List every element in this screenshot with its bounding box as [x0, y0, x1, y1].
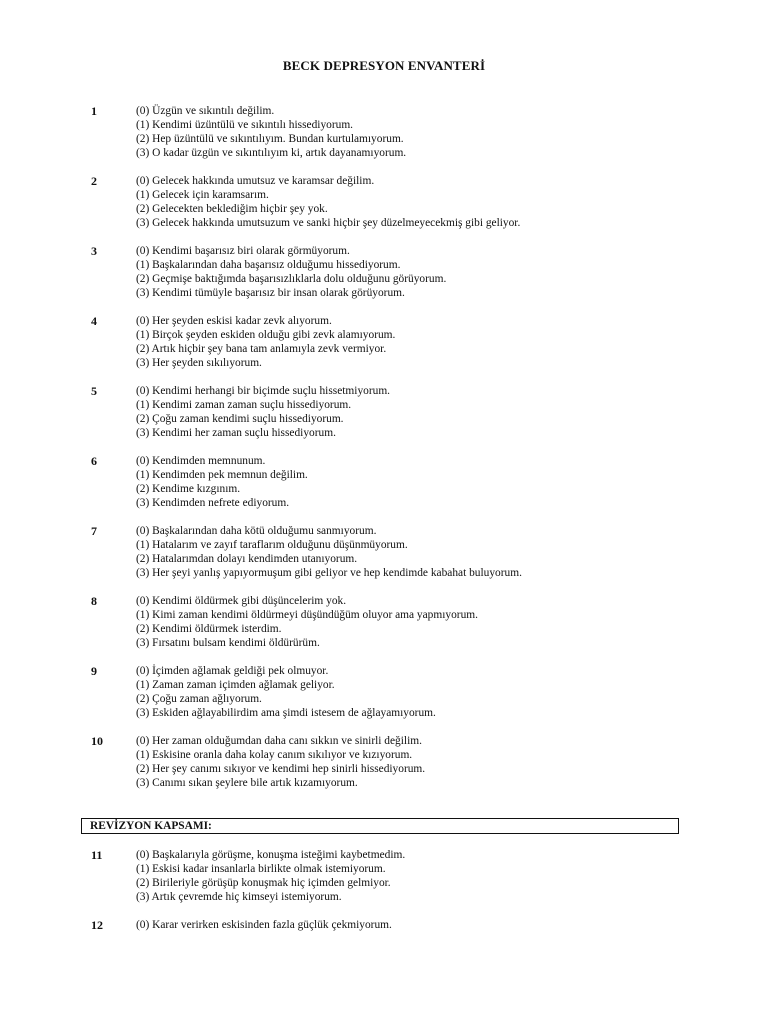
answer-option: (1) Birçok şeyden eskiden olduğu gibi zevk alamıyorum. — [136, 329, 396, 341]
option-list — [136, 848, 405, 904]
answer-option: (1) Eskisine oranla daha kolay canım sıkılıyor ve kızıyorum. — [136, 749, 413, 761]
question-number: 10 — [91, 734, 103, 748]
answer-option: (1) Başkalarından daha başarısız olduğumu hissediyorum. — [136, 259, 401, 271]
answer-option: (2) Birileriyle görüşüp konuşmak hiç içimden gelmiyor. — [136, 877, 391, 889]
answer-option: (3) Kendimi her zaman suçlu hissediyorum. — [136, 427, 336, 439]
option-list — [136, 244, 446, 300]
answer-option: (0) Kendimden memnunum. — [136, 455, 266, 467]
answer-option: (3) Eskiden ağlayabilirdim ama şimdi istesem de ağlayamıyorum. — [136, 707, 436, 719]
answer-option: (2) Gelecekten beklediğim hiçbir şey yok. — [136, 203, 328, 215]
answer-option: (1) Zaman zaman içimden ağlamak geliyor. — [136, 679, 335, 691]
option-list — [136, 734, 425, 790]
option-list — [136, 384, 390, 440]
answer-option: (0) Kendimi herhangi bir biçimde suçlu hissetmiyorum. — [136, 385, 391, 397]
answer-option: (2) Geçmişe baktığımda başarısızlıklarla dolu olduğunu görüyorum. — [136, 273, 447, 285]
question-number: 12 — [91, 918, 103, 932]
question-number: 11 — [91, 848, 103, 862]
answer-option: (1) Kendimi üzüntülü ve sıkıntılı hissediyorum. — [136, 119, 354, 131]
answer-option: (0) Her zaman olduğumdan daha canı sıkkın ve sinirli değilim. — [136, 735, 422, 747]
answer-option: (1) Hatalarım ve zayıf taraflarım olduğunu düşünmüyorum. — [136, 539, 408, 551]
question-number: 2 — [91, 174, 97, 188]
answer-option: (1) Kimi zaman kendimi öldürmeyi düşündüğüm oluyor ama yapmıyorum. — [136, 609, 478, 621]
answer-option: (0) Başkalarıyla görüşme, konuşma isteğimi kaybetmedim. — [136, 849, 406, 861]
answer-option: (2) Artık hiçbir şey bana tam anlamıyla zevk vermiyor. — [136, 343, 387, 355]
answer-option: (3) Gelecek hakkında umutsuzum ve sanki hiçbir şey düzelmeyecekmiş gibi geliyor. — [136, 217, 521, 229]
option-list — [136, 664, 436, 720]
answer-option: (0) Her şeyden eskisi kadar zevk alıyorum. — [136, 315, 332, 327]
answer-option: (1) Kendimden pek memnun değilim. — [136, 469, 308, 481]
revision-scope-label: REVİZYON KAPSAMI: — [90, 820, 212, 832]
question-number: 5 — [91, 384, 97, 398]
question-number: 3 — [91, 244, 97, 258]
question-number: 7 — [91, 524, 97, 538]
option-list — [136, 594, 478, 650]
option-list — [136, 454, 308, 510]
answer-option: (0) Gelecek hakkında umutsuz ve karamsar değilim. — [136, 175, 375, 187]
answer-option: (0) Kendimi başarısız biri olarak görmüyorum. — [136, 245, 350, 257]
answer-option: (0) Başkalarından daha kötü olduğumu sanmıyorum. — [136, 525, 377, 537]
answer-option: (3) Her şeyden sıkılıyorum. — [136, 357, 262, 369]
option-list — [136, 104, 406, 160]
answer-option: (3) Artık çevremde hiç kimseyi istemiyorum. — [136, 891, 342, 903]
answer-option: (3) Fırsatını bulsam kendimi öldürürüm. — [136, 637, 320, 649]
answer-option: (1) Eskisi kadar insanlarla birlikte olmak istemiyorum. — [136, 863, 386, 875]
question-number: 9 — [91, 664, 97, 678]
option-list — [136, 174, 520, 230]
answer-option: (3) Kendimi tümüyle başarısız bir insan olarak görüyorum. — [136, 287, 405, 299]
question-number: 6 — [91, 454, 97, 468]
answer-option: (1) Gelecek için karamsarım. — [136, 189, 269, 201]
answer-option: (2) Kendimi öldürmek isterdim. — [136, 623, 282, 635]
option-list — [136, 314, 395, 370]
answer-option: (0) Karar verirken eskisinden fazla güçlük çekmiyorum. — [136, 919, 392, 931]
answer-option: (3) Her şeyi yanlış yapıyormuşum gibi geliyor ve hep kendimde kabahat buluyorum. — [136, 567, 522, 579]
answer-option: (2) Çoğu zaman kendimi suçlu hissediyorum. — [136, 413, 344, 425]
document-title: BECK DEPRESYON ENVANTERİ — [282, 58, 486, 73]
answer-option: (2) Çoğu zaman ağlıyorum. — [136, 693, 262, 705]
question-number: 4 — [91, 314, 97, 328]
option-list — [136, 524, 522, 580]
answer-option: (0) Üzgün ve sıkıntılı değilim. — [136, 105, 275, 117]
option-list — [136, 918, 392, 932]
answer-option: (0) İçimden ağlamak geldiği pek olmuyor. — [136, 665, 329, 677]
answer-option: (2) Her şey canımı sıkıyor ve kendimi hep sinirli hissediyorum. — [136, 763, 426, 775]
answer-option: (3) Kendimden nefrete ediyorum. — [136, 497, 290, 509]
question-number: 8 — [91, 594, 97, 608]
revision-scope-box — [81, 818, 679, 834]
answer-option: (2) Hep üzüntülü ve sıkıntılıyım. Bundan kurtulamıyorum. — [136, 133, 404, 145]
answer-option: (1) Kendimi zaman zaman suçlu hissediyorum. — [136, 399, 352, 411]
answer-option: (2) Hatalarımdan dolayı kendimden utanıyorum. — [136, 553, 358, 565]
answer-option: (3) O kadar üzgün ve sıkıntılıyım ki, artık dayanamıyorum. — [136, 147, 407, 159]
answer-option: (0) Kendimi öldürmek gibi düşüncelerim yok. — [136, 595, 347, 607]
answer-option: (3) Canımı sıkan şeylere bile artık kızamıyorum. — [136, 777, 358, 789]
question-number: 1 — [91, 104, 97, 118]
answer-option: (2) Kendime kızgınım. — [136, 483, 241, 495]
